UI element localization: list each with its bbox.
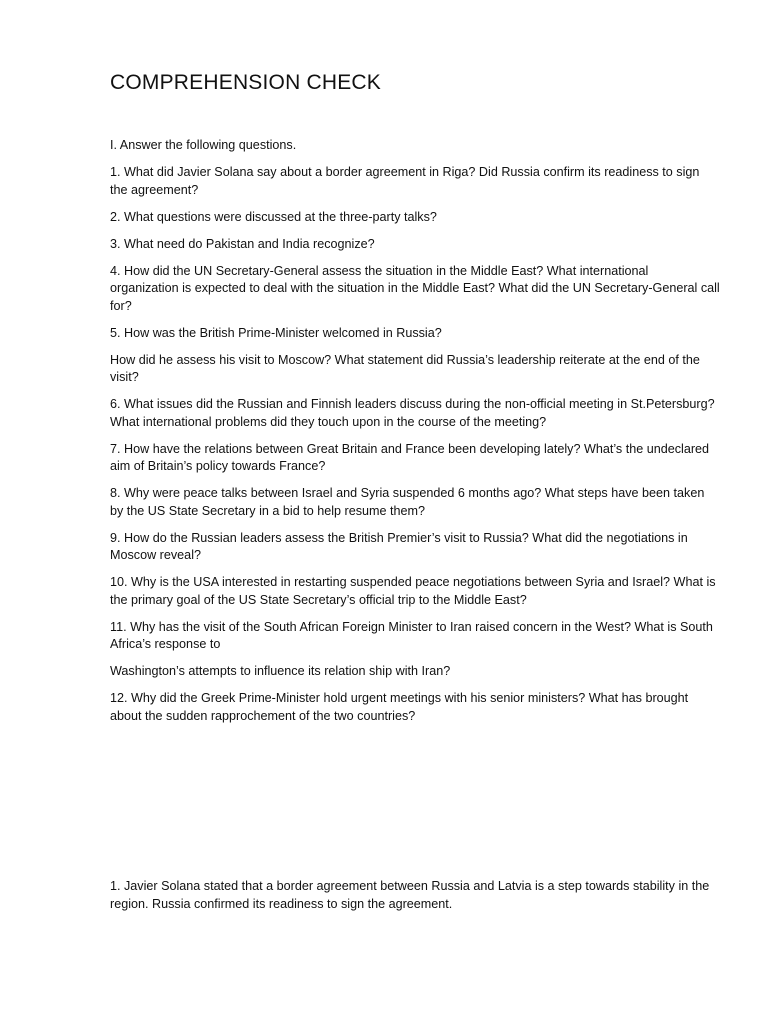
question-12: 12. Why did the Greek Prime-Minister hold urgent meetings with his senior ministers? What has brought about the sudden rapprochement of the two countries?	[110, 691, 689, 723]
question-6: 6. What issues did the Russian and Finnish leaders discuss during the non-official meeting in St.Petersburg? What international problems did they touch upon in the course of the meeting?	[110, 397, 715, 429]
question-4: 4. How did the UN Secretary-General assess the situation in the Middle East? What international organization is expected to deal with the situation in the Middle East? What did the UN Secretary-General call for?	[110, 263, 720, 313]
question-2: 2. What questions were discussed at the three-party talks?	[110, 209, 437, 224]
question-10: 10. Why is the USA interested in restarting suspended peace negotiations between Syria and Israel? What is the primary goal of the US State Secretary’s official trip to the Middle East?	[110, 575, 716, 607]
question-7: 7. How have the relations between Great Britain and France been developing lately? What’s the undeclared aim of Britain’s policy towards France?	[110, 441, 710, 473]
answer-1: 1. Javier Solana stated that a border agreement between Russia and Latvia is a step towards stability in the region. Russia confirmed its readiness to sign the agreement.	[110, 879, 710, 911]
document-page	[110, 0, 720, 1024]
question-8: 8. Why were peace talks between Israel and Syria suspended 6 months ago? What steps have been taken by the US State Secretary in a bid to help resume them?	[110, 486, 705, 518]
answers-section	[110, 878, 720, 923]
instruction-text: I. Answer the following questions.	[110, 138, 297, 152]
question-5: 5. How was the British Prime-Minister welcomed in Russia?	[110, 325, 442, 340]
question-11: 11. Why has the visit of the South African Foreign Minister to Iran raised concern in the West? What is South Africa’s response to	[110, 619, 713, 651]
question-5-continued: How did he assess his visit to Moscow? What statement did Russia’s leadership reiterate at the end of the visit?	[110, 352, 700, 384]
question-11-continued: Washington’s attempts to influence its relation ship with Iran?	[110, 664, 451, 678]
question-9: 9. How do the Russian leaders assess the British Premier’s visit to Russia? What did the negotiations in Moscow reveal?	[110, 530, 688, 562]
page-title: COMPREHENSION CHECK	[110, 71, 381, 94]
question-1: 1. What did Javier Solana say about a border agreement in Riga? Did Russia confirm its readiness to sign the agreement?	[110, 165, 700, 197]
questions-section	[110, 137, 720, 735]
question-3: 3. What need do Pakistan and India recognize?	[110, 236, 375, 251]
